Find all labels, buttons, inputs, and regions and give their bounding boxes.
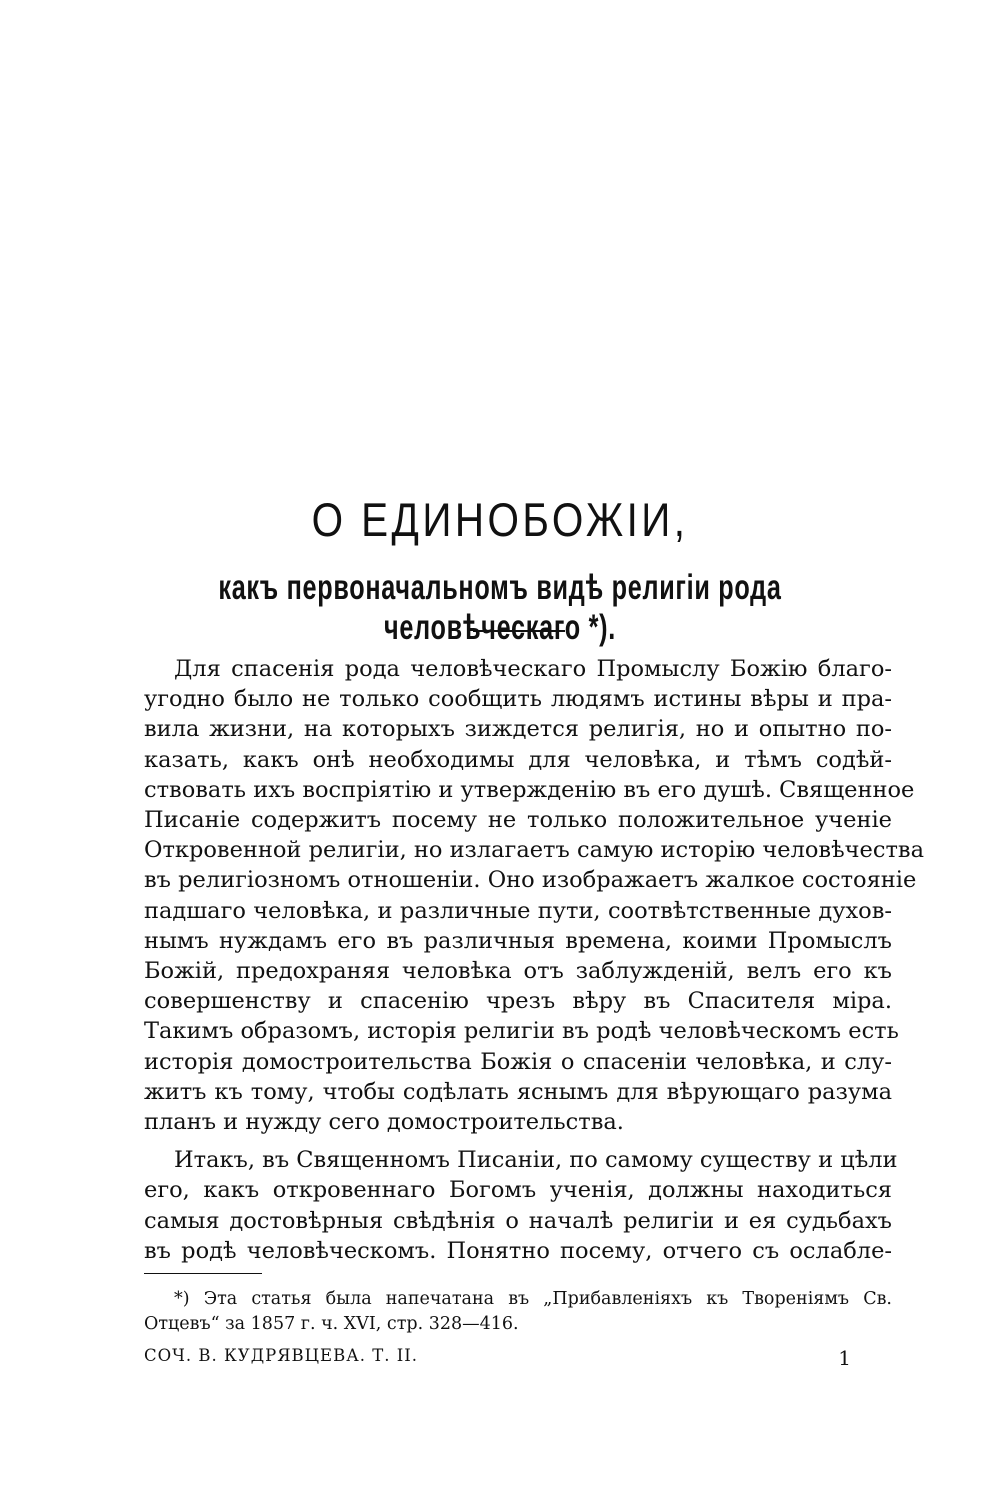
text-line: самыя достовѣрныя свѣдѣнія о началѣ религіи и ея судьбахъ: [144, 1207, 892, 1234]
text-line: Писаніе содержитъ посему не только положительное ученіе: [144, 807, 892, 834]
text-line: исторія домостроительства Божія о спасеніи человѣка, и слу-: [144, 1048, 892, 1075]
article-title: О ЕДИНОБОЖІИ,: [311, 493, 689, 546]
text-line: Такимъ образомъ, исторія религіи въ родѣ человѣческомъ есть: [144, 1018, 899, 1045]
footnote-line: Отцевъ“ за 1857 г. ч. XVI, стр. 328—416.: [144, 1314, 519, 1334]
text-line: въ религіозномъ отношеніи. Оно изображаетъ жалкое состояніе: [144, 867, 917, 894]
paragraph-1: [144, 654, 924, 1137]
text-line: вила жизни, на которыхъ зиждется религія, но и опытно по-: [144, 716, 892, 743]
text-line: нымъ нуждамъ его въ различныя времена, коими Промыслъ: [144, 927, 892, 954]
text-line: Для спасенія рода человѣческаго Промыслу Божію благо-: [174, 656, 892, 682]
text-line: планъ и нужду сего домостроительства.: [144, 1109, 624, 1136]
text-line: казать, какъ онѣ необходимы для человѣка, и тѣмъ содѣй-: [144, 746, 892, 773]
text-line: Откровенной религіи, но излагаетъ самую исторію человѣчества: [144, 837, 924, 864]
text-line: его, какъ откровеннаго Богомъ ученія, должны находиться: [144, 1177, 892, 1204]
article-subtitle: какъ первоначальномъ видѣ религіи рода человѣческаго *).: [218, 568, 782, 647]
footnote-line: *) Эта статья была напечатана въ „Прибавленіяхъ къ Твореніямъ Св.: [174, 1289, 892, 1309]
text-line: ствовать ихъ воспріятію и утвержденію въ его душѣ. Священное: [144, 776, 915, 803]
text-line: житъ къ тому, чтобы содѣлать яснымъ для вѣрующаго разума: [144, 1078, 892, 1105]
printer-signature: СОЧ. В. КУДРЯВЦЕВА. Т. II.: [144, 1346, 418, 1365]
text-line: совершенству и спасенію чрезъ вѣру въ Спасителя міра.: [144, 988, 892, 1015]
text-line: Итакъ, въ Священномъ Писаніи, по самому существу и цѣли: [174, 1147, 898, 1174]
footnote: [144, 1287, 892, 1337]
title-divider: [473, 630, 565, 632]
body-text: [144, 654, 924, 1266]
text-line: угодно было не только сообщить людямъ истины вѣры и пра-: [144, 686, 892, 713]
text-line: Божій, предохраняя человѣка отъ заблужденій, велъ его къ: [144, 958, 892, 985]
text-line: въ родѣ человѣческомъ. Понятно посему, отчего съ ослабле-: [144, 1237, 892, 1264]
footnote-divider: [144, 1273, 262, 1274]
page-number: 1: [838, 1346, 852, 1370]
text-line: падшаго человѣка, и различные пути, соотвѣтственные духов-: [144, 897, 892, 924]
paragraph-2: [144, 1145, 898, 1266]
